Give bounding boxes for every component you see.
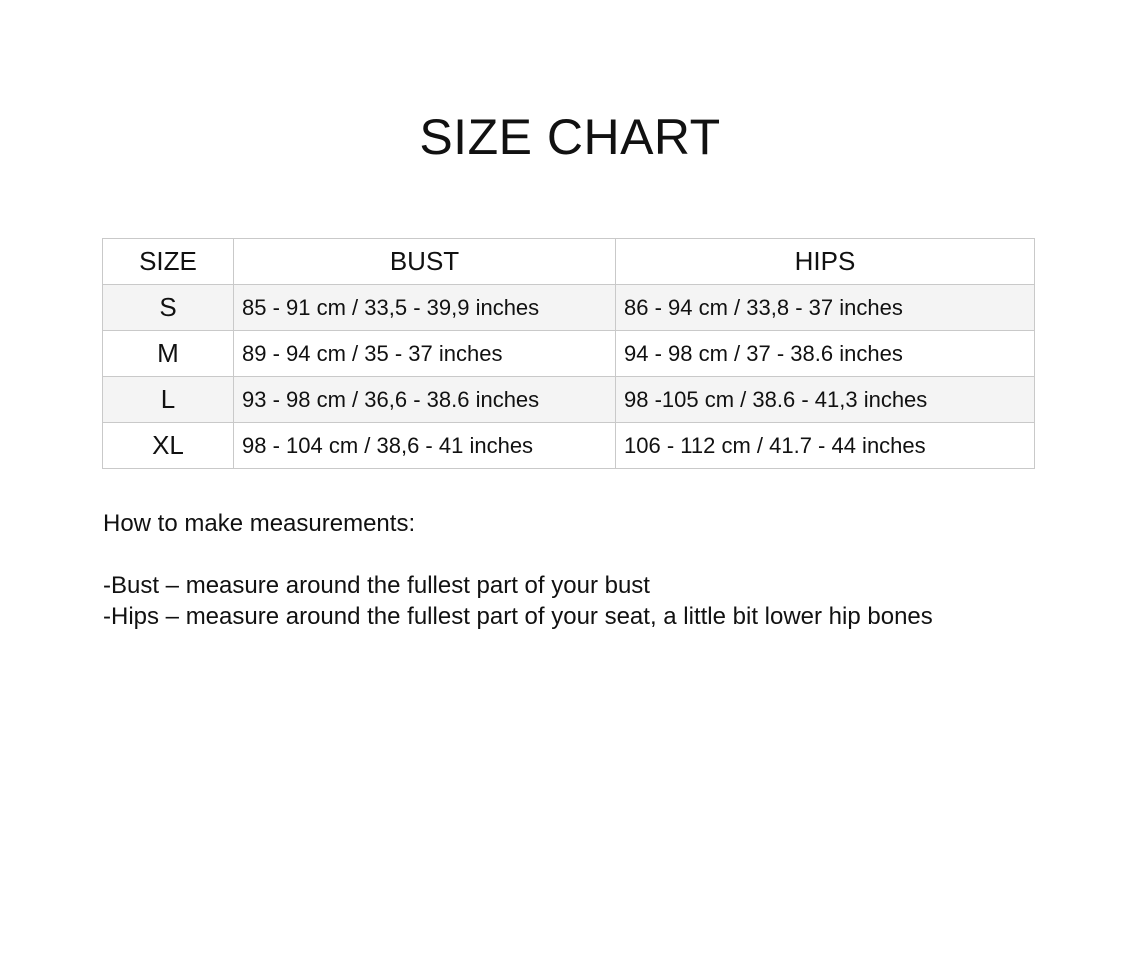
instruction-hips: -Hips – measure around the fullest part of your seat, a little bit lower hip bones bbox=[103, 603, 933, 630]
bust-cell: 93 - 98 cm / 36,6 - 38.6 inches bbox=[234, 377, 616, 423]
table-header-row bbox=[103, 239, 1035, 285]
table-row bbox=[103, 423, 1035, 469]
table-row bbox=[103, 377, 1035, 423]
bust-cell: 98 - 104 cm / 38,6 - 41 inches bbox=[234, 423, 616, 469]
size-cell: S bbox=[103, 285, 234, 331]
column-header-bust: BUST bbox=[234, 239, 616, 285]
instruction-bust: -Bust – measure around the fullest part of your bust bbox=[103, 572, 650, 599]
size-table bbox=[102, 238, 1035, 469]
size-cell: L bbox=[103, 377, 234, 423]
bust-cell: 85 - 91 cm / 33,5 - 39,9 inches bbox=[234, 285, 616, 331]
column-header-hips: HIPS bbox=[616, 239, 1035, 285]
bust-cell: 89 - 94 cm / 35 - 37 inches bbox=[234, 331, 616, 377]
hips-cell: 86 - 94 cm / 33,8 - 37 inches bbox=[616, 285, 1035, 331]
page-title: SIZE CHART bbox=[419, 109, 721, 165]
hips-cell: 94 - 98 cm / 37 - 38.6 inches bbox=[616, 331, 1035, 377]
table-row bbox=[103, 331, 1035, 377]
measurement-instructions bbox=[103, 508, 1103, 632]
column-header-size: SIZE bbox=[103, 239, 234, 285]
instructions-heading: How to make measurements: bbox=[103, 510, 416, 537]
hips-cell: 98 -105 cm / 38.6 - 41,3 inches bbox=[616, 377, 1035, 423]
hips-cell: 106 - 112 cm / 41.7 - 44 inches bbox=[616, 423, 1035, 469]
table-row bbox=[103, 285, 1035, 331]
size-cell: M bbox=[103, 331, 234, 377]
size-cell: XL bbox=[103, 423, 234, 469]
